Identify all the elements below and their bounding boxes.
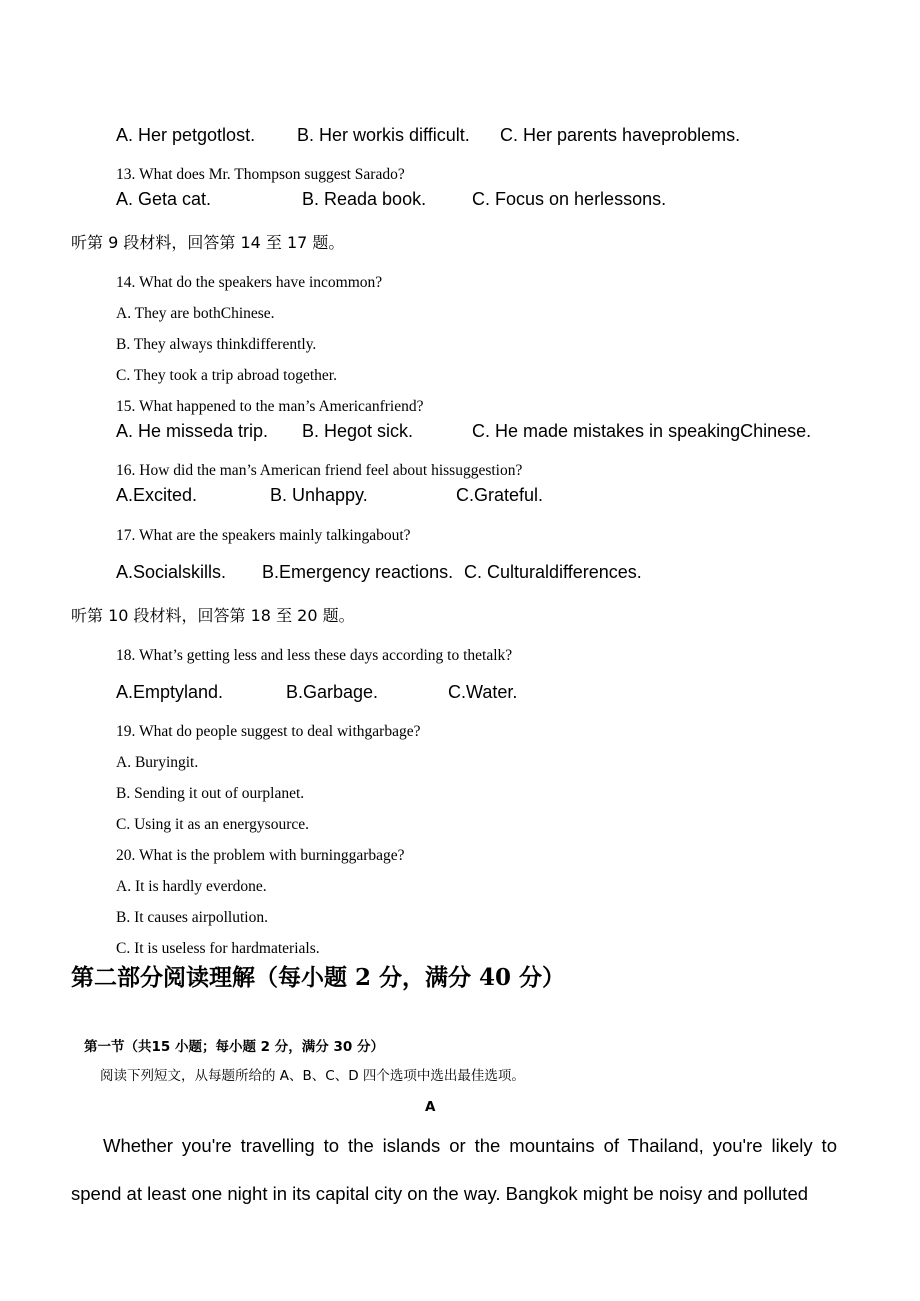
q19-question: 19. What do people suggest to deal withgarbage? — [116, 723, 421, 740]
q17-option-b: B.Emergency reactions. — [262, 562, 454, 582]
section-one-title: 第一节（共15 小题；每小题 2 分，满分 30 分） — [84, 1039, 384, 1055]
q14-option-c: C. They took a trip abroad together. — [116, 367, 337, 384]
q14-option-a: A. They are bothChinese. — [116, 305, 275, 322]
q16-question: 16. How did the man’s American friend feel about hissuggestion? — [116, 462, 523, 479]
q16-option-a: A.Excited. — [116, 485, 198, 505]
passage-label: A — [425, 1099, 436, 1115]
part-two-title: 第二部分阅读理解（每小题 2 分，满分 40 分） — [71, 964, 566, 991]
q13-question: 13. What does Mr. Thompson suggest Sarado? — [116, 166, 405, 183]
instructions: 阅读下列短文，从每题所给的 A、B、C、D 四个选项中选出最佳选项。 — [100, 1068, 525, 1084]
q20-option-b: B. It causes airpollution. — [116, 909, 268, 926]
q16-option-b: B. Unhappy. — [270, 485, 368, 505]
q15-option-a: A. He misseda trip. — [116, 421, 269, 441]
q12-option-b: B. Her workis difficult. — [297, 125, 470, 145]
q13-option-c: C. Focus on herlessons. — [472, 189, 667, 209]
q20-option-a: A. It is hardly everdone. — [116, 878, 267, 895]
section-heading-10: 听第 10 段材料，回答第 18 至 20 题。 — [71, 606, 355, 625]
q15-option-c: C. He made mistakes in speakingChinese. — [472, 421, 812, 441]
q13-option-b: B. Reada book. — [302, 189, 427, 209]
q18-option-b: B.Garbage. — [286, 682, 379, 702]
q18-option-c: C.Water. — [448, 682, 518, 702]
q18-option-a: A.Emptyland. — [116, 682, 224, 702]
q19-option-b: B. Sending it out of ourplanet. — [116, 785, 305, 802]
q19-option-c: C. Using it as an energysource. — [116, 816, 309, 833]
q14-option-b: B. They always thinkdifferently. — [116, 336, 317, 353]
q13-option-a: A. Geta cat. — [116, 189, 212, 209]
q12-option-c: C. Her parents haveproblems. — [500, 125, 741, 145]
q12-option-a: A. Her petgotlost. — [116, 125, 256, 145]
passage-text: Whether you're travelling to the islands or the mountains of Thailand, you're likely to spend at least one night in its capital city on the way. Bangkok might be noisy and polluted — [71, 1135, 837, 1204]
q20-question: 20. What is the problem with burninggarbage? — [116, 847, 405, 864]
q14-question: 14. What do the speakers have incommon? — [116, 274, 383, 291]
q15-question: 15. What happened to the man’s Americanfriend? — [116, 398, 424, 415]
q18-question: 18. What’s getting less and less these days according to thetalk? — [116, 647, 513, 664]
q20-option-c: C. It is useless for hardmaterials. — [116, 940, 320, 957]
section-heading-9: 听第 9 段材料，回答第 14 至 17 题。 — [71, 233, 345, 252]
q17-option-c: C. Culturaldifferences. — [464, 562, 642, 582]
q17-question: 17. What are the speakers mainly talkingabout? — [116, 527, 411, 544]
q17-option-a: A.Socialskills. — [116, 562, 227, 582]
q15-option-b: B. Hegot sick. — [302, 421, 414, 441]
q16-option-c: C.Grateful. — [456, 485, 544, 505]
q19-option-a: A. Buryingit. — [116, 754, 199, 771]
